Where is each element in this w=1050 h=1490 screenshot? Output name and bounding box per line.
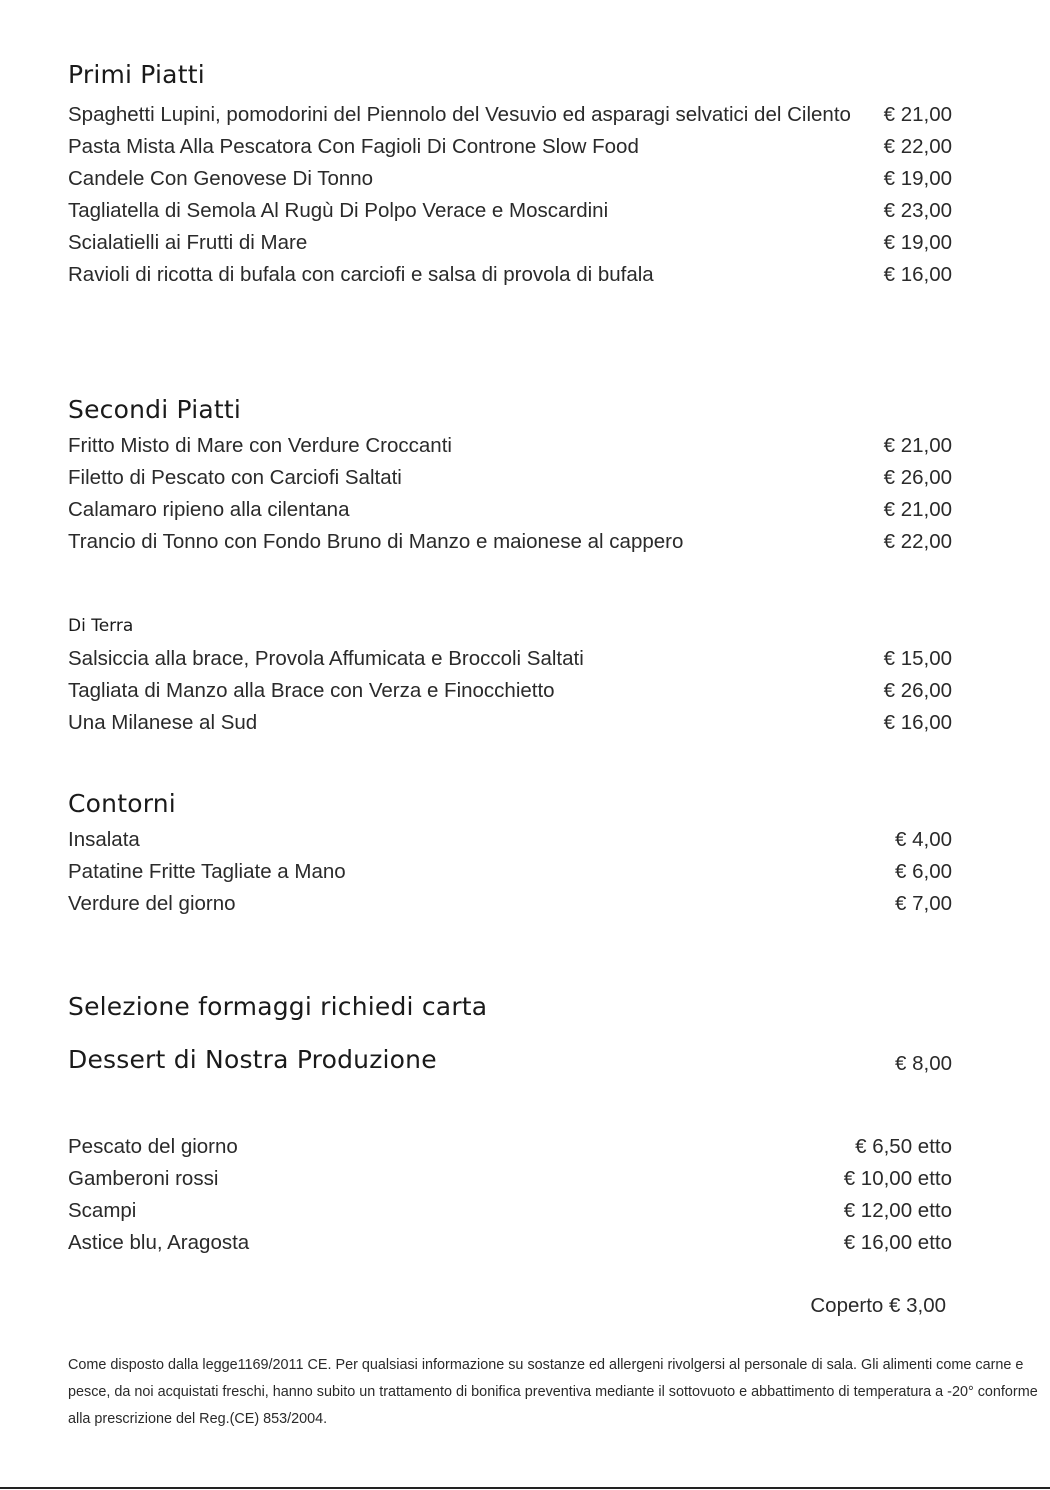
item-price: € 19,00 [883, 231, 952, 254]
section-title-formaggi: Selezione formaggi richiedi carta [68, 992, 488, 1021]
menu-item [68, 888, 952, 920]
item-price: € 7,00 [895, 892, 952, 915]
item-price: € 19,00 [883, 167, 952, 190]
item-name: Patatine Fritte Tagliate a Mano [68, 860, 346, 883]
item-price: € 26,00 [883, 466, 952, 489]
item-name: Candele Con Genovese Di Tonno [68, 167, 374, 190]
section-title-primi: Primi Piatti [68, 60, 205, 89]
item-price: € 6,50 etto [855, 1135, 952, 1158]
item-price: € 21,00 [883, 103, 952, 126]
item-name: Verdure del giorno [68, 892, 236, 915]
menu-item [68, 707, 952, 739]
item-name: Spaghetti Lupini, pomodorini del Piennolo del Vesuvio ed asparagi selvatici del Cilento [68, 103, 851, 126]
dessert-price-row [68, 1048, 952, 1080]
menu-item [68, 430, 952, 462]
item-name: Calamaro ripieno alla cilentana [68, 498, 350, 521]
menu-item [68, 131, 952, 163]
item-price: € 8,00 [895, 1052, 952, 1075]
item-price: € 21,00 [883, 498, 952, 521]
section-title-contorni: Contorni [68, 789, 176, 818]
item-price: € 16,00 etto [843, 1231, 952, 1254]
menu-item [68, 675, 952, 707]
item-name: Salsiccia alla brace, Provola Affumicata e Broccoli Saltati [68, 647, 584, 670]
menu-item [68, 526, 952, 558]
section-title-di-terra: Di Terra [68, 616, 134, 636]
menu-item [68, 1227, 952, 1259]
item-price: € 6,00 [895, 860, 952, 883]
menu-item [68, 494, 952, 526]
item-name: Pescato del giorno [68, 1135, 238, 1158]
item-price: € 22,00 [883, 530, 952, 553]
menu-item [68, 643, 952, 675]
item-name: Fritto Misto di Mare con Verdure Croccanti [68, 434, 452, 457]
menu-item [68, 195, 952, 227]
coperto-charge: Coperto € 3,00 [810, 1294, 946, 1317]
item-price: € 12,00 etto [843, 1199, 952, 1222]
section-title-dessert: Dessert di Nostra Produzione [68, 1045, 437, 1074]
item-price: € 23,00 [883, 199, 952, 222]
item-price: € 21,00 [883, 434, 952, 457]
item-price: € 22,00 [883, 135, 952, 158]
item-name: Tagliata di Manzo alla Brace con Verza e Finocchietto [68, 679, 555, 702]
menu-item [68, 99, 952, 131]
item-name: Filetto di Pescato con Carciofi Saltati [68, 466, 402, 489]
bottom-divider [0, 1487, 1050, 1489]
item-name: Pasta Mista Alla Pescatora Con Fagioli Di Controne Slow Food [68, 135, 639, 158]
menu-item [68, 259, 952, 291]
item-name: Trancio di Tonno con Fondo Bruno di Manzo e maionese al cappero [68, 530, 684, 553]
item-price: € 15,00 [883, 647, 952, 670]
item-price: € 26,00 [883, 679, 952, 702]
item-name: Astice blu, Aragosta [68, 1231, 250, 1254]
menu-item [68, 1131, 952, 1163]
menu-item [68, 824, 952, 856]
allergen-note: Come disposto dalla legge1169/2011 CE. Per qualsiasi informazione su sostanze ed allergeni rivolgersi al personale di sala. Gli alimenti come carne e pesce, da noi acquistati freschi, hanno subito un trattamento di bonifica preventiva mediante il sottovuoto e abbattimento di temperatura a -20° conforme alla prescrizione del Reg.(CE) 853/2004. [68, 1357, 1038, 1427]
item-name: Una Milanese al Sud [68, 711, 258, 734]
item-name: Insalata [68, 828, 140, 851]
menu-item [68, 1195, 952, 1227]
item-name: Scampi [68, 1199, 137, 1222]
section-title-secondi: Secondi Piatti [68, 395, 242, 424]
item-price: € 10,00 etto [843, 1167, 952, 1190]
item-name: Gamberoni rossi [68, 1167, 219, 1190]
menu-item [68, 462, 952, 494]
item-price: € 16,00 [883, 263, 952, 286]
menu-item [68, 163, 952, 195]
item-price: € 16,00 [883, 711, 952, 734]
item-name: Tagliatella di Semola Al Rugù Di Polpo Verace e Moscardini [68, 199, 609, 222]
item-name: Ravioli di ricotta di bufala con carciofi e salsa di provola di bufala [68, 263, 654, 286]
menu-item [68, 856, 952, 888]
item-price: € 4,00 [895, 828, 952, 851]
item-name: Scialatielli ai Frutti di Mare [68, 231, 308, 254]
menu-item [68, 227, 952, 259]
menu-item [68, 1163, 952, 1195]
